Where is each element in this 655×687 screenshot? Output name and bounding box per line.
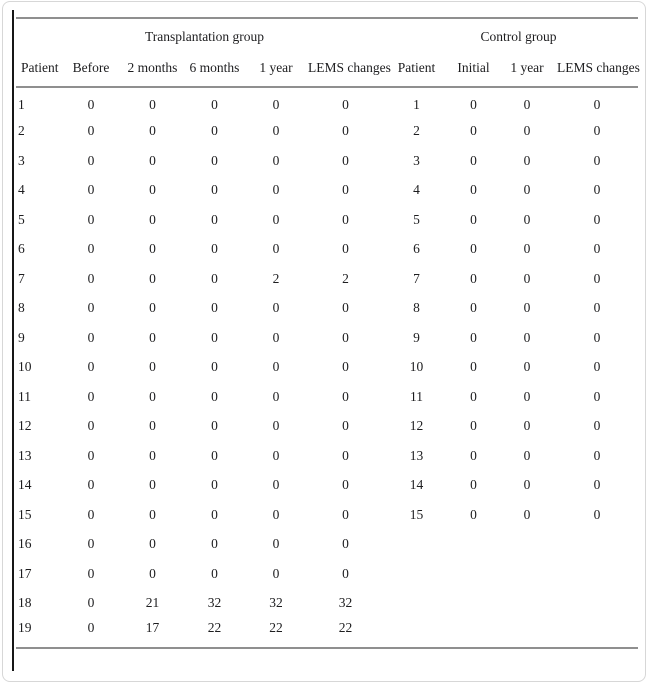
value-cell: 0 <box>523 447 531 463</box>
table-row <box>16 412 638 442</box>
value-cell: 0 <box>211 241 218 257</box>
table-row <box>16 117 638 147</box>
patient-number-cell: 7 <box>413 270 420 286</box>
value-cell: 0 <box>87 388 95 404</box>
value-cell: 2 <box>272 270 280 286</box>
value-cell: 0 <box>523 418 531 434</box>
value-cell: 0 <box>272 241 280 257</box>
value-cell: 0 <box>523 211 531 227</box>
value-cell: 0 <box>272 388 280 404</box>
table-row <box>16 264 638 294</box>
value-cell: 0 <box>523 300 531 316</box>
value-cell: 0 <box>87 506 95 522</box>
value-cell: 0 <box>470 270 477 286</box>
value-cell: 0 <box>593 123 601 139</box>
patient-number-cell: 3 <box>18 152 25 168</box>
value-cell <box>556 618 638 648</box>
patient-number-cell: 11 <box>410 388 423 404</box>
patient-number-cell: 6 <box>18 241 25 257</box>
patient-number-cell: 15 <box>18 506 32 522</box>
value-cell: 0 <box>342 97 349 113</box>
table-header <box>16 18 638 87</box>
table-row <box>16 146 638 176</box>
value-cell: 0 <box>272 123 280 139</box>
value-cell: 0 <box>523 241 531 257</box>
value-cell: 0 <box>149 300 156 316</box>
patient-number-cell: 8 <box>18 300 25 316</box>
value-cell <box>498 589 556 619</box>
page-card <box>2 1 646 682</box>
patient-number-cell: 1 <box>18 97 25 113</box>
value-cell: 0 <box>149 565 156 581</box>
value-cell: 0 <box>470 123 477 139</box>
patient-number-cell: 8 <box>413 300 420 316</box>
value-cell: 0 <box>470 506 477 522</box>
value-cell: 0 <box>342 477 349 493</box>
value-cell: 0 <box>523 329 531 345</box>
value-cell: 0 <box>523 359 531 375</box>
value-cell <box>556 559 638 589</box>
value-cell: 0 <box>523 388 531 404</box>
col-header-6-months: 6 months <box>184 54 245 87</box>
value-cell: 0 <box>149 241 156 257</box>
value-cell: 0 <box>149 270 156 286</box>
value-cell: 0 <box>211 329 218 345</box>
value-cell: 0 <box>593 182 601 198</box>
value-cell: 0 <box>342 359 349 375</box>
table-row <box>16 382 638 412</box>
patient-number-cell: 7 <box>18 270 25 286</box>
value-cell: 0 <box>87 300 95 316</box>
value-cell: 0 <box>342 536 349 552</box>
table-body <box>16 87 638 648</box>
value-cell: 0 <box>272 447 280 463</box>
value-cell: 0 <box>87 565 95 581</box>
value-cell: 0 <box>87 447 95 463</box>
col-header-patient-transplant: Patient <box>16 54 61 87</box>
value-cell: 0 <box>87 97 95 113</box>
value-cell: 0 <box>87 182 95 198</box>
patient-number-cell: 11 <box>18 388 31 404</box>
value-cell: 22 <box>207 619 222 635</box>
value-cell: 0 <box>470 97 477 113</box>
value-cell: 0 <box>149 182 156 198</box>
value-cell: 0 <box>149 97 156 113</box>
value-cell: 0 <box>523 123 531 139</box>
value-cell: 0 <box>87 270 95 286</box>
patient-number-cell: 2 <box>413 123 420 139</box>
value-cell: 0 <box>593 211 601 227</box>
patient-number-cell: 9 <box>413 329 420 345</box>
value-cell: 0 <box>272 329 280 345</box>
value-cell: 0 <box>211 388 218 404</box>
value-cell: 0 <box>149 418 156 434</box>
value-cell <box>498 618 556 648</box>
value-cell: 0 <box>87 477 95 493</box>
column-header-row <box>16 54 638 87</box>
patient-number-cell: 4 <box>413 182 420 198</box>
value-cell: 22 <box>338 619 353 635</box>
value-cell: 0 <box>87 595 95 611</box>
value-cell <box>556 589 638 619</box>
patient-number-cell: 1 <box>413 97 420 113</box>
value-cell: 0 <box>149 388 156 404</box>
value-cell <box>449 530 498 560</box>
value-cell: 0 <box>523 270 531 286</box>
value-cell: 0 <box>523 182 531 198</box>
value-cell: 0 <box>470 447 477 463</box>
value-cell: 0 <box>149 152 156 168</box>
value-cell <box>498 559 556 589</box>
value-cell: 0 <box>149 447 156 463</box>
col-header-2-months: 2 months <box>121 54 184 87</box>
value-cell: 0 <box>87 241 95 257</box>
value-cell: 0 <box>211 270 218 286</box>
value-cell: 0 <box>342 329 349 345</box>
value-cell: 0 <box>470 300 477 316</box>
value-cell: 0 <box>87 123 95 139</box>
patient-number-cell: 15 <box>409 506 424 522</box>
patient-number-cell: 14 <box>409 477 424 493</box>
value-cell: 0 <box>272 418 280 434</box>
patient-number-cell: 5 <box>413 211 420 227</box>
patient-number-cell: 18 <box>18 595 32 611</box>
value-cell: 0 <box>272 97 280 113</box>
table-row <box>16 530 638 560</box>
value-cell: 0 <box>272 300 280 316</box>
value-cell <box>498 530 556 560</box>
value-cell: 0 <box>87 211 95 227</box>
col-header-before: Before <box>61 54 121 87</box>
table-row <box>16 589 638 619</box>
value-cell: 0 <box>593 97 601 113</box>
value-cell: 0 <box>149 359 156 375</box>
patient-number-cell: 3 <box>413 152 420 168</box>
patient-number-cell: 5 <box>18 211 25 227</box>
value-cell <box>449 618 498 648</box>
value-cell: 0 <box>470 152 477 168</box>
table-left-border-line <box>12 10 14 671</box>
value-cell: 0 <box>211 300 218 316</box>
value-cell: 32 <box>207 595 222 611</box>
value-cell: 0 <box>470 418 477 434</box>
value-cell: 0 <box>593 300 601 316</box>
value-cell: 0 <box>470 359 477 375</box>
value-cell: 0 <box>342 152 349 168</box>
value-cell: 0 <box>342 182 349 198</box>
value-cell: 0 <box>211 447 218 463</box>
value-cell: 0 <box>211 418 218 434</box>
value-cell: 0 <box>593 152 601 168</box>
value-cell: 0 <box>149 211 156 227</box>
value-cell: 0 <box>593 388 601 404</box>
patient-number-cell: 17 <box>18 565 32 581</box>
value-cell: 0 <box>211 182 218 198</box>
value-cell: 22 <box>269 619 283 635</box>
value-cell: 0 <box>523 97 531 113</box>
group-header-row <box>16 18 638 54</box>
col-header-1-year-transplant: 1 year <box>245 54 307 87</box>
value-cell: 0 <box>87 329 95 345</box>
value-cell: 2 <box>342 270 349 286</box>
value-cell: 0 <box>470 388 477 404</box>
patient-number-cell: 9 <box>18 329 25 345</box>
value-cell: 0 <box>470 477 477 493</box>
patient-number-cell <box>384 530 449 560</box>
table-row <box>16 87 638 117</box>
value-cell: 0 <box>593 506 601 522</box>
value-cell: 0 <box>211 477 218 493</box>
value-cell: 0 <box>211 152 218 168</box>
value-cell: 32 <box>269 595 283 611</box>
value-cell: 0 <box>342 506 349 522</box>
value-cell: 0 <box>87 619 95 635</box>
col-header-lems-changes-transplant: LEMS changes <box>307 54 384 87</box>
value-cell: 0 <box>149 536 156 552</box>
group-header-transplantation: Transplantation group <box>144 28 265 44</box>
value-cell: 0 <box>470 182 477 198</box>
value-cell: 17 <box>145 619 160 635</box>
patient-number-cell <box>384 559 449 589</box>
table-row <box>16 176 638 206</box>
value-cell: 0 <box>470 211 477 227</box>
value-cell: 0 <box>87 359 95 375</box>
patient-number-cell: 2 <box>18 123 25 139</box>
table-row <box>16 323 638 353</box>
value-cell: 0 <box>87 536 95 552</box>
col-header-1-year-control: 1 year <box>498 54 556 87</box>
patient-number-cell: 6 <box>413 241 420 257</box>
table-row <box>16 618 638 648</box>
value-cell: 0 <box>211 97 218 113</box>
value-cell: 0 <box>593 447 601 463</box>
patient-number-cell: 10 <box>409 359 424 375</box>
patient-number-cell: 16 <box>18 536 32 552</box>
value-cell: 0 <box>211 211 218 227</box>
table-row <box>16 294 638 324</box>
value-cell: 0 <box>272 477 280 493</box>
col-header-lems-changes-control: LEMS changes <box>556 54 638 87</box>
value-cell: 0 <box>593 270 601 286</box>
value-cell: 0 <box>211 506 218 522</box>
table-row <box>16 559 638 589</box>
value-cell: 0 <box>272 152 280 168</box>
patient-number-cell: 19 <box>18 619 32 635</box>
patient-number-cell <box>384 618 449 648</box>
value-cell: 0 <box>523 477 531 493</box>
value-cell: 0 <box>272 359 280 375</box>
table-row <box>16 471 638 501</box>
value-cell: 0 <box>342 123 349 139</box>
value-cell: 0 <box>211 536 218 552</box>
patient-number-cell: 10 <box>18 359 32 375</box>
value-cell: 0 <box>87 418 95 434</box>
table-row <box>16 500 638 530</box>
value-cell: 0 <box>211 565 218 581</box>
value-cell: 0 <box>593 359 601 375</box>
value-cell: 21 <box>145 595 160 611</box>
value-cell: 0 <box>272 506 280 522</box>
value-cell: 0 <box>342 241 349 257</box>
value-cell: 0 <box>523 506 531 522</box>
patient-number-cell: 12 <box>409 418 424 434</box>
value-cell <box>449 589 498 619</box>
value-cell: 0 <box>211 123 218 139</box>
patient-number-cell: 14 <box>18 477 32 493</box>
col-header-patient-control: Patient <box>384 54 449 87</box>
value-cell: 0 <box>272 182 280 198</box>
table-row <box>16 353 638 383</box>
value-cell: 0 <box>149 506 156 522</box>
value-cell: 0 <box>272 536 280 552</box>
value-cell: 0 <box>342 565 349 581</box>
group-header-control: Control group <box>480 28 557 44</box>
value-cell: 0 <box>523 152 531 168</box>
value-cell: 0 <box>593 329 601 345</box>
table-row <box>16 205 638 235</box>
value-cell: 0 <box>593 477 601 493</box>
patient-number-cell <box>384 589 449 619</box>
value-cell: 0 <box>272 565 280 581</box>
value-cell: 0 <box>342 447 349 463</box>
value-cell: 0 <box>342 418 349 434</box>
value-cell: 0 <box>593 418 601 434</box>
value-cell: 0 <box>149 329 156 345</box>
patient-number-cell: 13 <box>18 447 32 463</box>
value-cell: 32 <box>338 595 353 611</box>
value-cell: 0 <box>149 123 156 139</box>
value-cell: 0 <box>470 329 477 345</box>
patient-number-cell: 4 <box>18 182 25 198</box>
value-cell: 0 <box>149 477 156 493</box>
value-cell: 0 <box>470 241 477 257</box>
value-cell: 0 <box>342 388 349 404</box>
value-cell: 0 <box>87 152 95 168</box>
value-cell: 0 <box>342 300 349 316</box>
value-cell <box>449 559 498 589</box>
table-row <box>16 235 638 265</box>
table-row <box>16 441 638 471</box>
lems-data-table <box>16 17 638 649</box>
value-cell: 0 <box>593 241 601 257</box>
patient-number-cell: 13 <box>409 447 424 463</box>
value-cell <box>556 530 638 560</box>
value-cell: 0 <box>272 211 280 227</box>
value-cell: 0 <box>342 211 349 227</box>
col-header-initial: Initial <box>449 54 498 87</box>
patient-number-cell: 12 <box>18 418 32 434</box>
value-cell: 0 <box>211 359 218 375</box>
